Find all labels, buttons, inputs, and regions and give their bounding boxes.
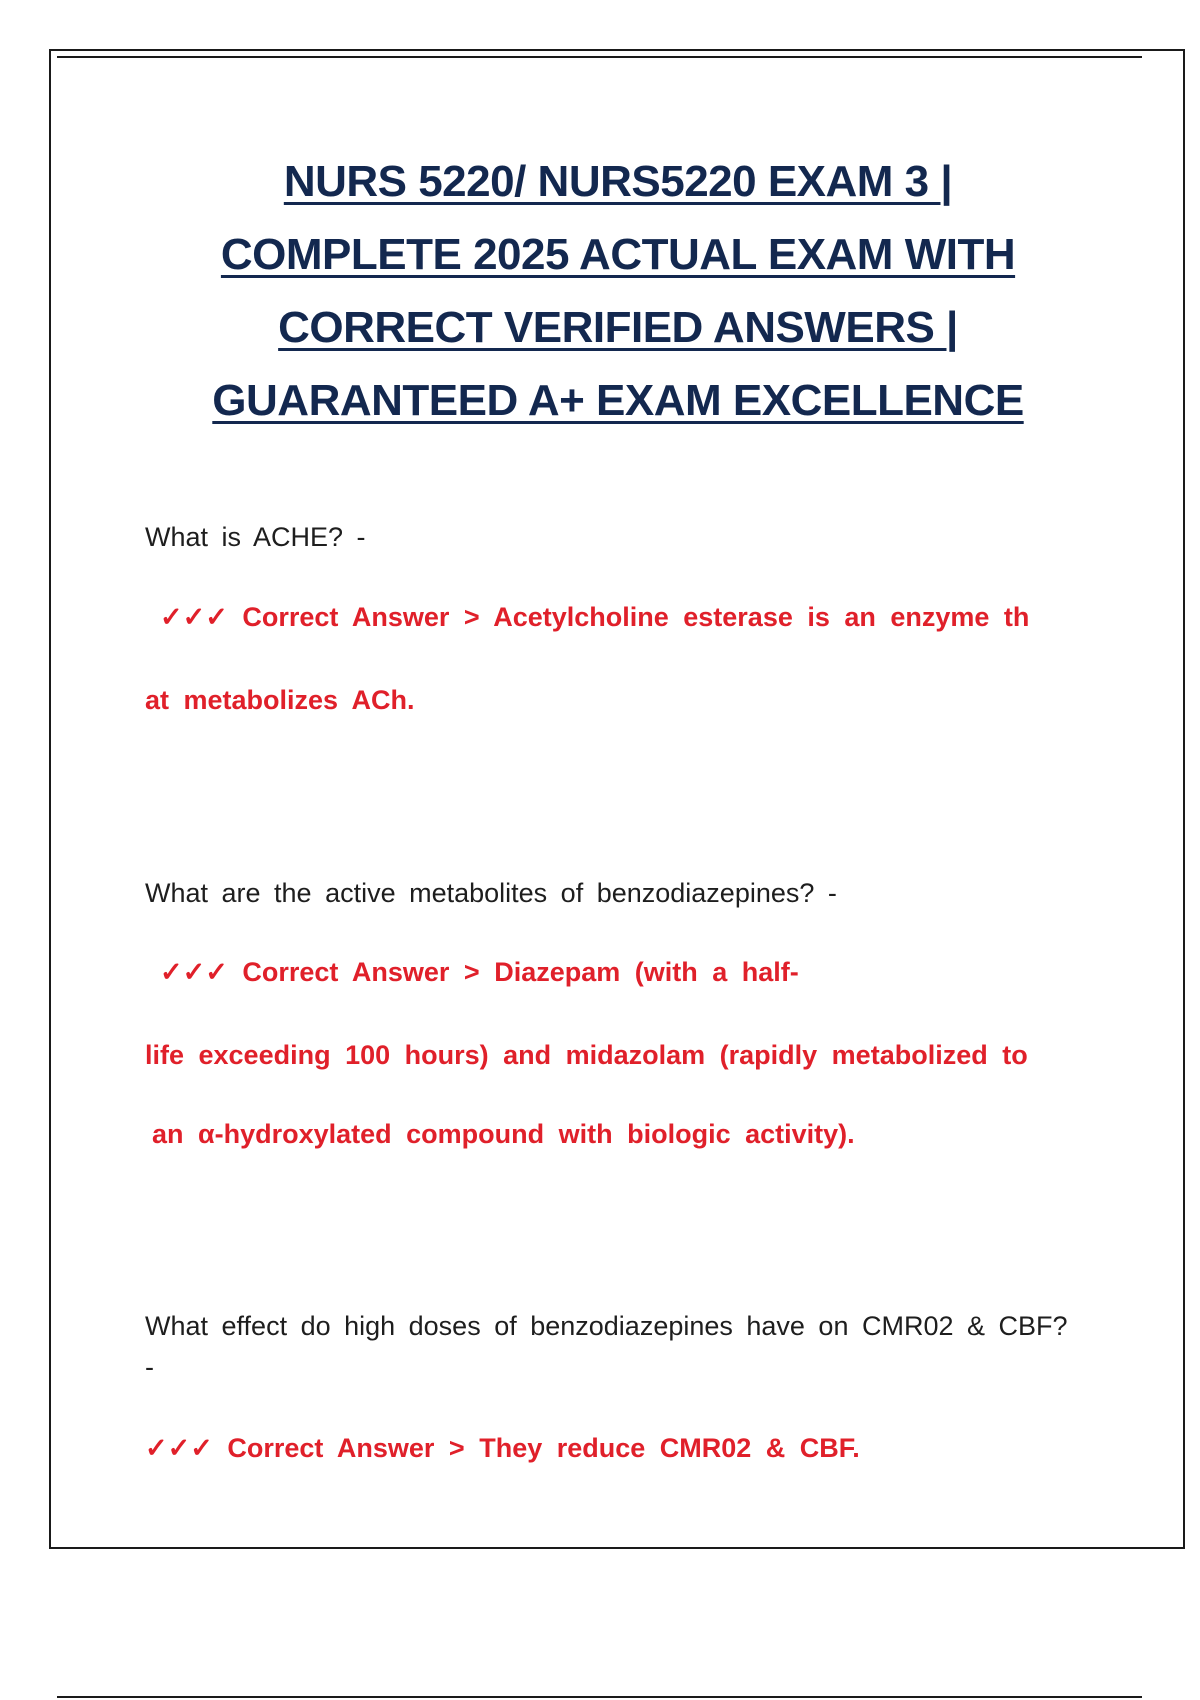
question-1: What is ACHE? -	[145, 522, 366, 552]
question-3: What effect do high doses of benzodiazepines have on CMR02 & CBF? -	[145, 1311, 1068, 1382]
question-2: What are the active metabolites of benzodiazepines? -	[145, 878, 837, 908]
title-line-1: NURS 5220/ NURS5220 EXAM 3 |	[283, 157, 953, 206]
answer-2-line-2: life exceeding 100 hours) and midazolam (rapidly metabolized to	[145, 1040, 1028, 1070]
answer-1-line-2: at metabolizes ACh.	[145, 685, 415, 715]
bottom-rule	[57, 1696, 1142, 1698]
answer-1-line-1: ✓✓✓ Correct Answer > Acetylcholine esterase is an enzyme th	[160, 602, 1030, 632]
title-line-3: CORRECT VERIFIED ANSWERS |	[278, 303, 958, 352]
answer-2-line-3: an α-hydroxylated compound with biologic activity).	[152, 1119, 855, 1149]
title-line-2: COMPLETE 2025 ACTUAL EXAM WITH	[220, 230, 1016, 279]
title-line-4: GUARANTEED A+ EXAM EXCELLENCE	[212, 376, 1024, 425]
answer-2-line-1: ✓✓✓ Correct Answer > Diazepam (with a half-	[160, 957, 799, 987]
answer-3-line-1: ✓✓✓ Correct Answer > They reduce CMR02 & CBF.	[145, 1433, 860, 1463]
document-title	[100, 145, 1136, 437]
